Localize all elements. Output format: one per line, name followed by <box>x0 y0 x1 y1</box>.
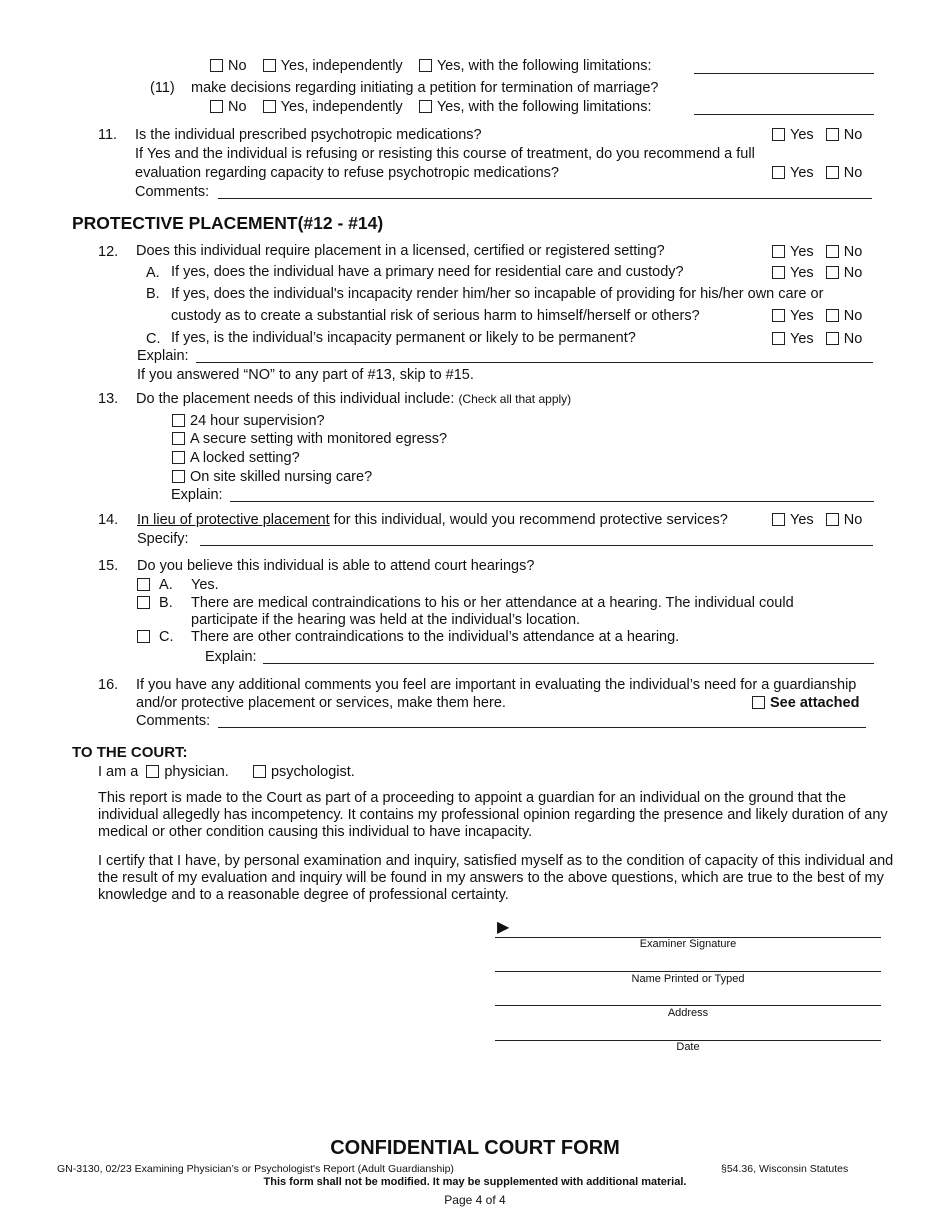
court-profession <box>98 763 355 781</box>
q12b-text-line2: custody as to create a substantial risk of serious harm to himself/herself or others? <box>171 308 700 324</box>
q15b-text-line2: participate if the hearing was held at the individual’s location. <box>191 612 581 628</box>
q15c-text: There are other contraindications to the individual’s attendance at a hearing. <box>191 629 680 645</box>
option-yes-limitations-label: Yes, with the following limitations: <box>436 58 652 74</box>
checkbox-no[interactable] <box>826 166 839 179</box>
court-paragraph-2: I certify that I have, by personal examination and inquiry, satisfied myself as to the condition of capacity of this individual and the result of my evaluation and inquiry will be found in my answers to the above questions, which are true to the best of my knowledge and to a reasonable degree of professional certainty. <box>98 853 894 903</box>
checkbox[interactable] <box>172 432 185 445</box>
q14-specify-label: Specify: <box>137 531 189 547</box>
q16-see-attached <box>752 694 859 712</box>
q15a <box>137 576 173 594</box>
q12-number: 12. <box>98 244 119 260</box>
q13-question <box>136 390 571 408</box>
court-title: TO THE COURT: <box>72 744 188 761</box>
no-label: No <box>843 127 863 143</box>
no-label: No <box>843 244 863 260</box>
checkbox-see-attached[interactable] <box>752 696 765 709</box>
checkbox-yes[interactable] <box>772 166 785 179</box>
checkbox-yes[interactable] <box>772 245 785 258</box>
checkbox-no[interactable] <box>826 309 839 322</box>
page-number: Page 4 of 4 <box>444 1193 506 1207</box>
q14-answer <box>772 511 862 529</box>
q15c-label: C. <box>159 629 174 645</box>
q12b-answer <box>772 307 862 325</box>
checkbox-yes[interactable] <box>772 309 785 322</box>
date-caption: Date <box>676 1041 700 1053</box>
physician-label: physician. <box>164 764 229 780</box>
q12-skip-note: If you answered “NO” to any part of #13, skip to #15. <box>137 367 474 383</box>
q11-number: 11. <box>98 127 118 143</box>
checkbox-no[interactable] <box>826 266 839 279</box>
see-attached-label: See attached <box>770 695 860 711</box>
q11-followup-line2: evaluation regarding capacity to refuse psychotropic medications? <box>135 165 559 181</box>
checkbox-yes-independently[interactable] <box>263 59 276 72</box>
q12-explain-line[interactable] <box>196 362 873 363</box>
q13-option-label: A secure setting with monitored egress? <box>190 431 448 447</box>
q13-option <box>172 449 300 467</box>
checkbox-yes[interactable] <box>772 128 785 141</box>
checkbox-yes-independently[interactable] <box>263 100 276 113</box>
option-no-label: No <box>228 58 247 74</box>
checkbox[interactable] <box>137 596 150 609</box>
yes-label: Yes <box>790 265 814 281</box>
q15a-label: A. <box>159 577 173 593</box>
yes-label: Yes <box>790 165 814 181</box>
footer-notice: This form shall not be modified. It may be supplemented with additional material. <box>263 1176 687 1188</box>
q13-option-label: A locked setting? <box>190 450 300 466</box>
yes-label: Yes <box>790 512 814 528</box>
q16-comments-label: Comments: <box>136 713 211 729</box>
q12a-text: If yes, does the individual have a primary need for residential care and custody? <box>171 264 684 280</box>
no-label: No <box>843 165 863 181</box>
q10-row-options <box>210 57 651 75</box>
checkbox-yes-limitations[interactable] <box>419 100 432 113</box>
q16-number: 16. <box>98 677 119 693</box>
q12a-answer <box>772 264 862 282</box>
court-paragraph-1: This report is made to the Court as part of a proceeding to appoint a guardian for an individual on the ground that the individual allegedly has incompetency. It contains my professional opinion regarding the presence and likely duration of any medical or other condition causing this individual to have incapacity. <box>98 790 888 840</box>
q13-explain-label: Explain: <box>171 487 223 503</box>
option-yes-independently-label: Yes, independently <box>280 58 403 74</box>
yes-label: Yes <box>790 308 814 324</box>
q13-option <box>172 412 325 430</box>
checkbox[interactable] <box>172 470 185 483</box>
yes-label: Yes <box>790 244 814 260</box>
q15a-text: Yes. <box>191 577 219 593</box>
footer-form-id: GN-3130, 02/23 Examining Physician’s or Psychologist's Report (Adult Guardianship) <box>57 1163 454 1175</box>
psychologist-label: psychologist. <box>270 764 355 780</box>
q12c-text: If yes, is the individual’s incapacity permanent or likely to be permanent? <box>171 330 636 346</box>
q13-hint: (Check all that apply) <box>458 392 572 406</box>
q11-comments-label: Comments: <box>135 184 210 200</box>
yes-label: Yes <box>790 127 814 143</box>
q15b-label: B. <box>159 595 173 611</box>
checkbox-physician[interactable] <box>146 765 159 778</box>
option-yes-limitations-label: Yes, with the following limitations: <box>436 99 652 115</box>
name-printed-caption: Name Printed or Typed <box>631 973 745 985</box>
q12b-label: B. <box>146 286 160 302</box>
checkbox-no[interactable] <box>210 59 223 72</box>
checkbox[interactable] <box>137 578 150 591</box>
limitations-line[interactable] <box>694 114 874 115</box>
q12-text: Does this individual require placement in a licensed, certified or registered setting? <box>136 243 665 259</box>
q13-text: Do the placement needs of this individual include: <box>136 391 455 407</box>
q13-explain-line[interactable] <box>230 501 874 502</box>
q15-explain-line[interactable] <box>263 663 874 664</box>
q13-option <box>172 468 372 486</box>
q14-number: 14. <box>98 512 119 528</box>
checkbox-no[interactable] <box>826 245 839 258</box>
q12c-answer <box>772 330 862 348</box>
iam-label: I am a <box>98 764 139 780</box>
no-label: No <box>843 512 863 528</box>
address-line[interactable] <box>495 1005 881 1006</box>
checkbox-yes[interactable] <box>772 266 785 279</box>
checkbox-no[interactable] <box>826 332 839 345</box>
q13-option <box>172 430 447 448</box>
no-label: No <box>843 308 863 324</box>
q12a-label: A. <box>146 265 160 281</box>
checkbox[interactable] <box>172 414 185 427</box>
q12c-label: C. <box>146 331 161 347</box>
q10-item11-text: make decisions regarding initiating a petition for termination of marriage? <box>191 80 659 96</box>
limitations-line[interactable] <box>694 73 874 74</box>
checkbox-yes-limitations[interactable] <box>419 59 432 72</box>
checkbox[interactable] <box>172 451 185 464</box>
q14-text: for this individual, would you recommend protective services? <box>333 512 728 528</box>
q11-answer <box>772 126 862 144</box>
q14-specify-line[interactable] <box>200 545 873 546</box>
name-line[interactable] <box>495 971 881 972</box>
q11-text: Is the individual prescribed psychotropic medications? <box>135 127 482 143</box>
address-caption: Address <box>667 1007 709 1019</box>
option-no-label: No <box>228 99 247 115</box>
q14-question <box>137 511 728 529</box>
q10-item11-options <box>210 98 651 116</box>
q12-explain-label: Explain: <box>137 348 189 364</box>
option-yes-independently-label: Yes, independently <box>280 99 403 115</box>
no-label: No <box>843 331 863 347</box>
signature-arrow-icon: ▶ <box>497 919 510 936</box>
q13-option-label: On site skilled nursing care? <box>190 469 373 485</box>
q15b <box>137 594 173 612</box>
checkbox-yes[interactable] <box>772 513 785 526</box>
checkbox-no[interactable] <box>826 128 839 141</box>
q12b-text-line1: If yes, does the individual's incapacity render him/her so incapable of providing for his/her own care or <box>171 286 824 302</box>
q13-option-label: 24 hour supervision? <box>190 413 325 429</box>
q16-comments-line[interactable] <box>218 727 866 728</box>
q13-number: 13. <box>98 391 119 407</box>
q12-answer <box>772 243 862 261</box>
examiner-signature-caption: Examiner Signature <box>639 938 737 950</box>
q10-item11-number: (11) <box>150 80 175 96</box>
q16-text-line1: If you have any additional comments you feel are important in evaluating the individual’s need for a guardianship <box>136 677 857 693</box>
footer-title: CONFIDENTIAL COURT FORM <box>330 1137 620 1159</box>
q15-explain-label: Explain: <box>205 649 257 665</box>
no-label: No <box>843 265 863 281</box>
checkbox-no[interactable] <box>826 513 839 526</box>
q11-comments-line[interactable] <box>218 198 872 199</box>
q15b-text-line1: There are medical contraindications to his or her attendance at a hearing. The individual could <box>191 595 794 611</box>
checkbox[interactable] <box>137 630 150 643</box>
q15-text: Do you believe this individual is able to attend court hearings? <box>137 558 535 574</box>
q15c <box>137 628 174 646</box>
checkbox-no[interactable] <box>210 100 223 113</box>
q11-followup-line1: If Yes and the individual is refusing or resisting this course of treatment, do you recommend a full <box>135 146 755 162</box>
yes-label: Yes <box>790 331 814 347</box>
q15-number: 15. <box>98 558 119 574</box>
q11-followup-answer <box>772 164 862 182</box>
checkbox-psychologist[interactable] <box>253 765 266 778</box>
section-title: PROTECTIVE PLACEMENT(#12 - #14) <box>72 213 384 233</box>
q14-underlined-text: In lieu of protective placement <box>137 512 330 528</box>
q16-text-line2: and/or protective placement or services, make them here. <box>136 695 506 711</box>
checkbox-yes[interactable] <box>772 332 785 345</box>
footer-statute: §54.36, Wisconsin Statutes <box>721 1163 849 1175</box>
